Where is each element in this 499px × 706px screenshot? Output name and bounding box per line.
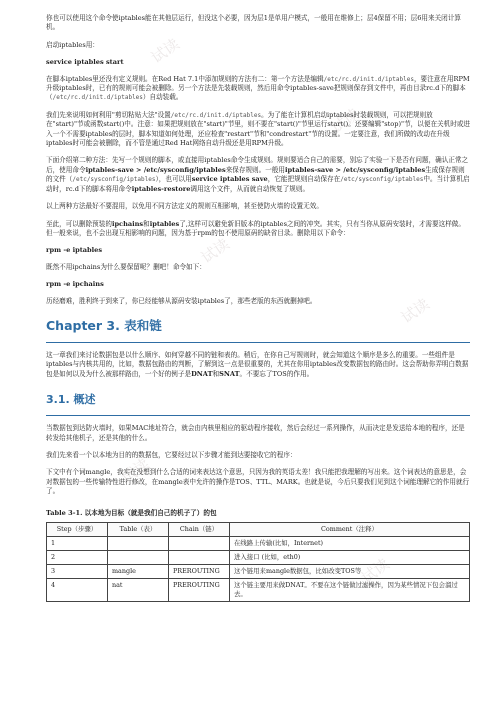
- cell-comment: 进入接口 (比如，eth0): [230, 550, 470, 564]
- paragraph: 下文中有个词mangle，我实在没想到什么合适的词来表达这个意思，只因为我的英语太差！我只能把我理解的写出来。这个词表达的意思是，会对数据包的一些传输特性进行修改，在mangle表中允许的操作是TOS、TTL、MARK。也就是说，今后只要我们见到这个词能理解它的作用就行了。: [46, 468, 470, 496]
- table-row: [47, 550, 470, 564]
- header-step: Step（步骤）: [47, 522, 108, 536]
- watermark: 试读: [357, 554, 393, 587]
- cell-chain: [169, 536, 230, 550]
- command-line: rpm -e ipchains: [46, 280, 104, 289]
- watermark: 试读: [327, 104, 363, 137]
- document-page: [46, 14, 470, 602]
- chapter-title: Chapter 3. 表和链: [46, 317, 162, 333]
- watermark: 试读: [397, 294, 433, 327]
- cell-step: 1: [47, 536, 108, 550]
- cell-comment: 这个链主要用来做DNAT。不要在这个链做过滤操作，因为某些情况下包会溜过去。: [230, 578, 470, 601]
- paragraph: 我们先来看一个以本地为目的的数据包，它要经过以下步骤才能到达要接收它的程序：: [46, 450, 297, 459]
- command-line: rpm -e iptables: [46, 246, 103, 255]
- paragraph: 既然不用ipchains为什么要保留呢？删吧！命令如下：: [46, 262, 206, 271]
- cell-chain: [169, 550, 230, 564]
- cell-table: nat: [108, 578, 169, 601]
- paragraph: 你也可以使用这个命令使iptables能在其他层运行，但没这个必要，因为层1是单用户模式，一般用在维修上；层4保留不用；层6用来关闭计算机。: [46, 14, 461, 32]
- cell-table: [108, 536, 169, 550]
- heading-rule: [46, 415, 470, 416]
- paragraph: 下面介绍第二种方法：先写一个规则的脚本，或直接用iptables命令生成规则。规则要适合自己的需要，别忘了实验一下是否有问题，确认正常之后，使用命令iptables-save > /etc/sysconfig/iptables来保存规则。一般用iptables-save > /etc/sysconfig/iptables生成保存规则的文件（/etc/sysconfig/iptables），也可以用service iptables save，它能把规则自动保存在/etc/sysconfig/iptables中。当计算机启动时，rc.d下的脚本将用命令iptables-restore调用这个文件，从而就自动恢复了规则。: [46, 156, 470, 193]
- path-code: /etc/rc.d/init.d/iptables: [323, 75, 414, 83]
- paragraph: 这一章我们来讨论数据包是以什么顺序、如何穿越不同的链和表的。稍后，在你自己写规则时，就会知道这个顺序是多么的重要。一些组件是iptables与内核共用的，比如，数据包路由的判断，了解到这一点是很重要的，尤其在你用iptables改变数据包的路由时。这会帮助你弄明白数据包是如何以及为什么被那样路由，一个好的例子是DNAT和SNAT。不要忘了TOS的作用。: [46, 350, 469, 378]
- table-header-row: [47, 522, 470, 536]
- table-row: [47, 536, 470, 550]
- cell-comment: 这个链用来mangle数据包，比如改变TOS等: [230, 564, 470, 578]
- cell-step: 2: [47, 550, 108, 564]
- paragraph: 历经磨难，胜利终于到来了，你已经能够从源码安装iptables了，那些老版的东西就删掉吧。: [46, 296, 317, 305]
- watermark: 试读: [147, 34, 183, 67]
- paragraph: 当数据包到达防火墙时，如果MAC地址符合，就会由内核里相应的驱动程序接收，然后会经过一系列操作，从而决定是发送给本地的程序，还是转发给其他机子，还是其他的什么。: [46, 424, 465, 442]
- cell-table: [108, 550, 169, 564]
- paragraph: 在脚本iptables里还没有定义规则。在Red Hat 7.1中添加规则的方法有二：第一个方法是编辑/etc/rc.d/init.d/iptables，要注意在用RPM升级iptables时，已有的规则可能会被删除。另一个方法是先装载规则，然后用命令iptables-save把规则保存到文件中，再由目录rc.d下的脚本（/etc/rc.d/init.d/iptables）自动装载。: [46, 74, 470, 102]
- paragraph: 我们先来说明如何利用"剪切粘贴大法"设置/etc/rc.d/init.d/iptables。为了能在计算机启动iptables时装载规则，可以把规则放在"start)"节或函数start()中。注意：如果把规则放在"start)"节里，则不要在"start()"节里运行start()。还要编辑"stop)"节，以便在关机时或进入一个不需要iptables的层时，脚本知道如何处理，还应检查"restart"节和"condrestart"节的设置。一定要注意，我们所做的改动在升级iptables时可能会被删除，而不管是通过Red Hat网络自动升级还是用RPM升级。: [46, 110, 471, 148]
- header-comment: Comment（注释）: [230, 522, 470, 536]
- path-code: /etc/rc.d/init.d/iptables: [170, 111, 262, 119]
- command-line: service iptables start: [46, 58, 124, 67]
- paragraph: 至此，可以删除预装的ipchains和iptables了,这样可以避免新旧版本的iptables之间的冲突。其实，只有当你从原码安装时，才需要这样做。但一般来说，也不会出现互相影响的问题，因为基于rpm的包不使用原码的缺省目录。删除用以下命令：: [46, 219, 465, 237]
- table-caption: Table 3-1. 以本地为目标（就是我们自己的机子了）的包: [46, 508, 217, 517]
- path-code: /etc/sysconfig/iptables: [72, 176, 156, 184]
- section-title: 3.1. 概述: [46, 393, 96, 407]
- table-row: [47, 564, 470, 578]
- cell-step: 3: [47, 564, 108, 578]
- header-table: Table（表）: [108, 522, 169, 536]
- cell-comment: 在线路上传输(比如，Internet): [230, 536, 470, 550]
- header-chain: Chain（链）: [169, 522, 230, 536]
- watermark: 试读: [197, 234, 233, 267]
- cell-chain: PREROUTING: [169, 564, 230, 578]
- watermark: 试读: [117, 454, 153, 487]
- cell-chain: PREROUTING: [169, 578, 230, 601]
- paragraph: 启动iptables用：: [46, 40, 99, 49]
- path-code: /etc/sysconfig/iptables: [340, 176, 424, 184]
- cell-table: mangle: [108, 564, 169, 578]
- paragraph: 以上两种方法最好不要混用，以免用不同方法定义的规则互相影响，甚至使防火墙的设置无效。: [46, 202, 323, 211]
- path-code: /etc/rc.d/init.d/iptables: [52, 94, 143, 102]
- packet-flow-table: [46, 522, 470, 602]
- cell-step: 4: [47, 578, 108, 601]
- heading-rule: [46, 342, 470, 343]
- table-row: [47, 578, 470, 601]
